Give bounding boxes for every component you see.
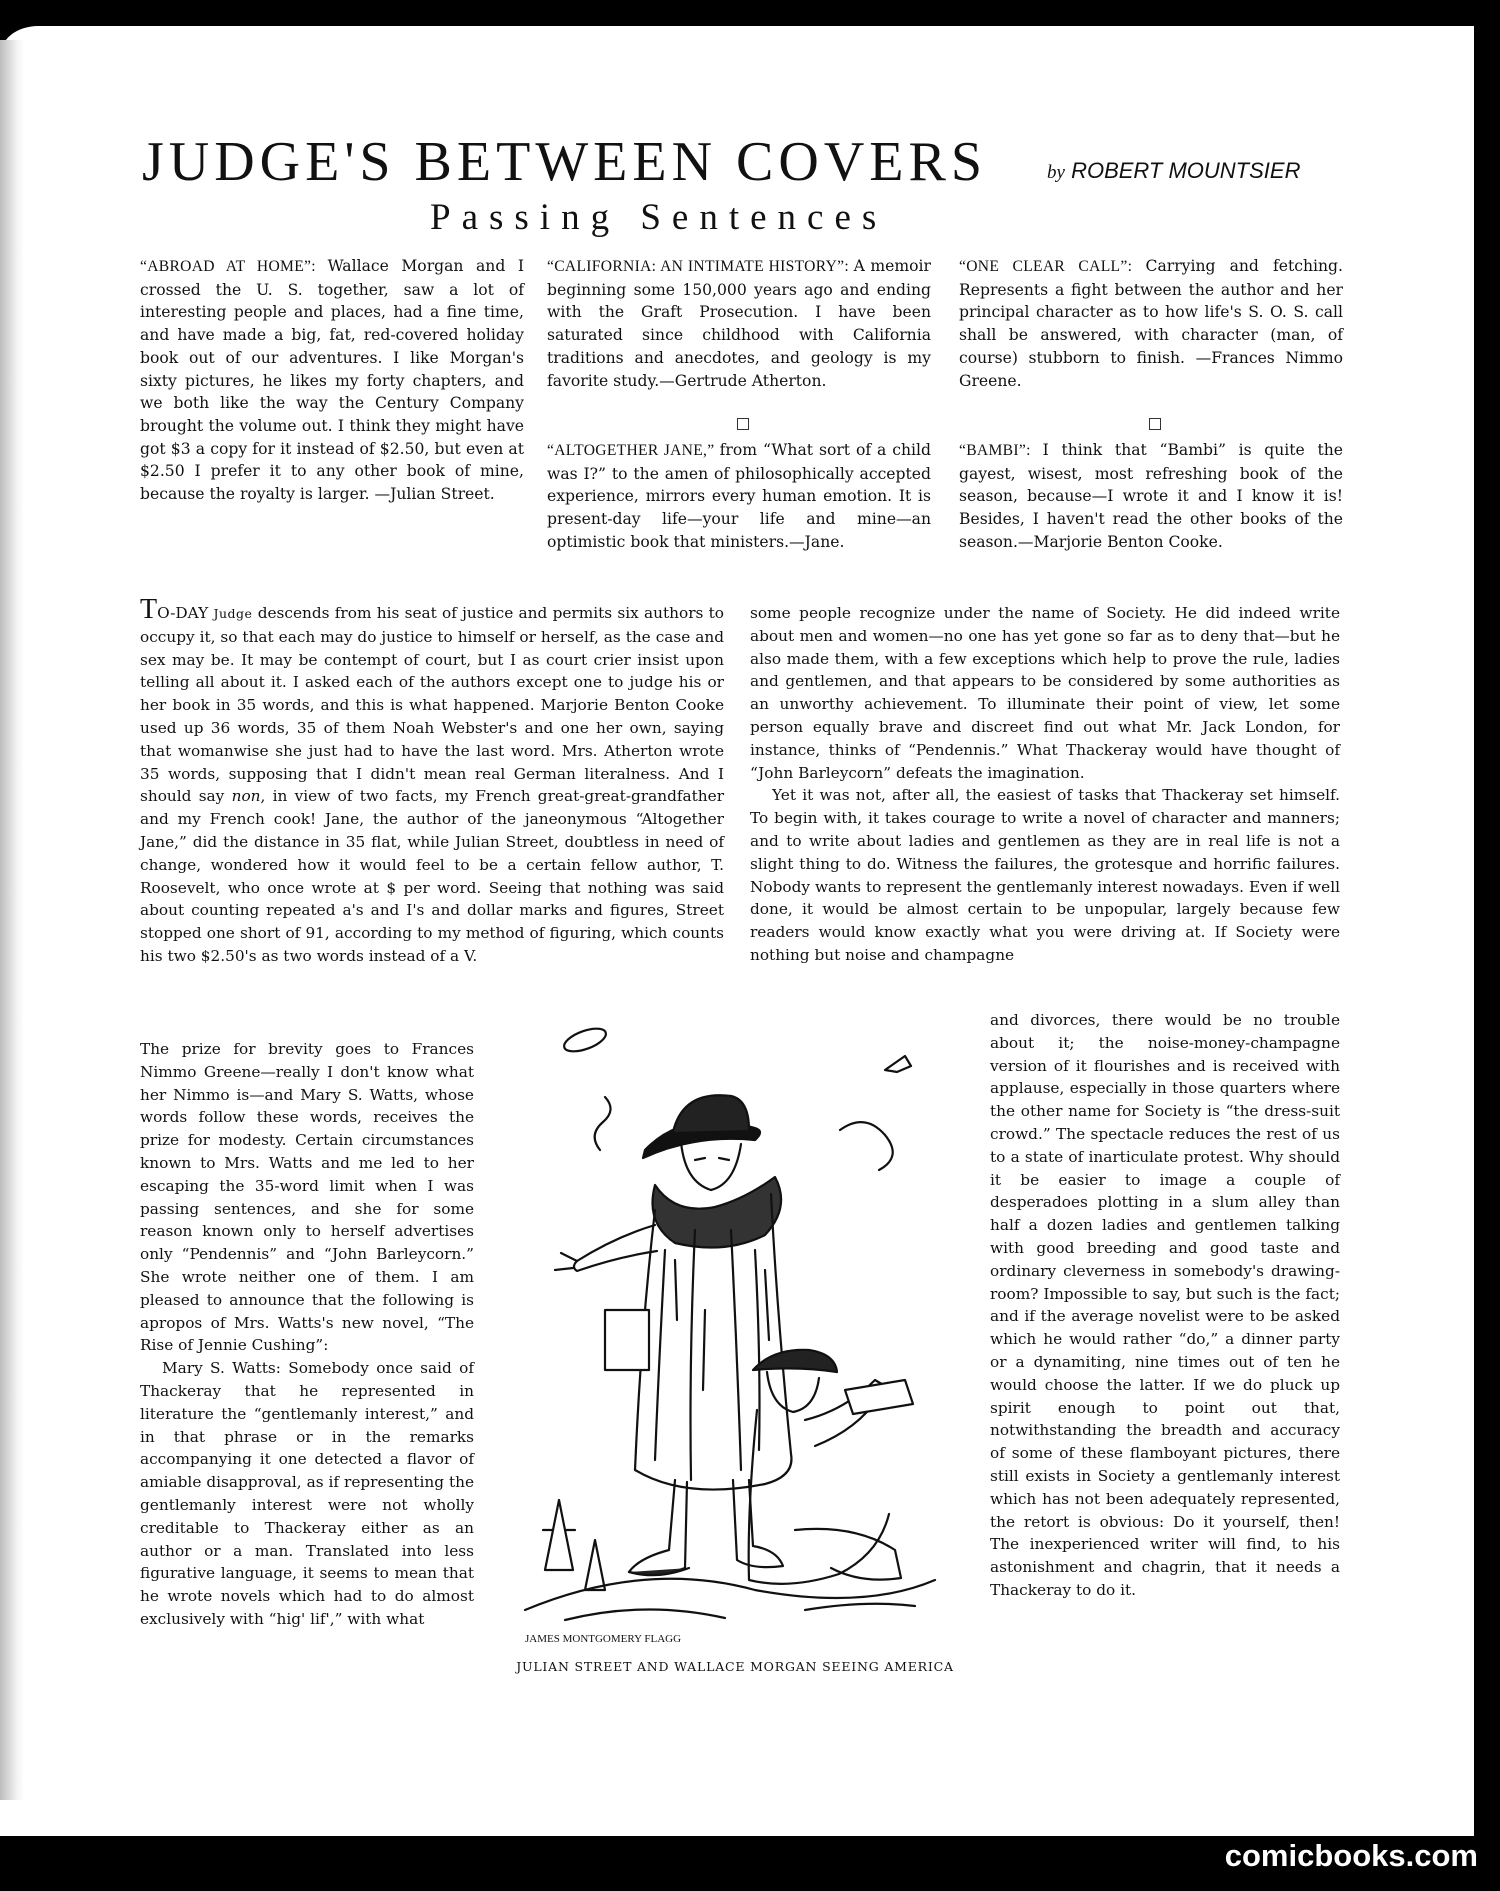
review-text: A memoir beginning some 150,000 years ago and ending with the Graft Prosecution. I have been saturated since childhood with California traditions and anecdotes, and geology is my favorite study.—Gertrude Atherton. xyxy=(547,257,931,390)
article-column-2 xyxy=(750,602,1340,967)
review-title: “ONE CLEAR CALL”: xyxy=(959,258,1146,275)
review-text: from “What sort of a child was I?” to the amen of philosophically accepted experience, mirrors every human emotion. It is present-day life—your life and mine—an optimistic book that ministers.—Jane. xyxy=(547,441,932,551)
watermark-logo: comicbooks.com xyxy=(1224,1838,1478,1873)
article-column-3 xyxy=(990,1009,1340,1602)
review-altogether-jane xyxy=(547,439,931,554)
section-separator-icon xyxy=(1149,418,1161,430)
illustration-caption: JULIAN STREET AND WALLACE MORGAN SEEING AMERICA xyxy=(516,1659,954,1674)
page-title: JUDGE'S BETWEEN COVERS xyxy=(142,131,987,193)
paragraph-watts: Mary S. Watts: Somebody once said of Thackeray that he represented in literature the “gentlemanly interest,” and in that phrase or in the remarks accompanying it one detected a flavor of amiable disapproval, as if representing the gentlemanly interest were not wholly creditable to Thackeray either as an author or a man. Translated into less figurative language, it seems to mean that he wrote novels which had to do almost exclusively with “hig' lif',” with what xyxy=(140,1359,474,1628)
byline xyxy=(1047,158,1300,184)
review-title: “ALTOGETHER JANE,” xyxy=(547,442,720,459)
paragraph-dress-suit: and divorces, there would be no trouble about it; the noise-money-champagne version of it flourishes and is received with applause, especially in those quarters where the other name for Society is “the dress-suit crowd.” The spectacle reduces the rest of us to a state of inarticulate protest. Why should it be easier to image a couple of desperadoes plotting in a slum alley than half a dozen ladies and gentlemen talking with good breeding and good taste and ordinary cleverness in somebody's drawing-room? Impossible to say, but such is the fact; and if the average novelist were to be asked which he would rather “do,” a dinner party or a dynamiting, nine times out of ten he would choose the latter. If we do pluck up spirit enough to point out that, notwithstanding the breadth and accuracy of some of these flamboyant pictures, there still exists in Society a gentlemanly interest which has not been adequately represented, the retort is obvious: Do it yourself, then! The inexperienced writer will find, to his astonishment and chagrin, that it needs a Thackeray to do it. xyxy=(990,1011,1340,1599)
page-subtitle: Passing Sentences xyxy=(430,197,888,238)
paragraph-thackeray: Yet it was not, after all, the easiest of tasks that Thackeray set himself. To begin with, it takes courage to write a novel of character and manners; and to write about ladies and gentlemen as they are in real life is not a slight thing to do. Witness the failures, the grotesque and horrific failures. Nobody wants to represent the gentlemanly interest nowadays. Even if well done, it would be almost certain to be unpopular, largely because few readers would know exactly what you were driving at. If Society were nothing but noise and champagne xyxy=(750,786,1340,964)
review-text: Carrying and fetching. Represents a fight between the author and her principal character as to how life's S. O. S. call shall be answered, with character (man, of course) stubborn to finish. —Frances Nimmo Greene. xyxy=(959,257,1343,390)
italic-word: non xyxy=(231,787,261,806)
paragraph-society: some people recognize under the name of Society. He did indeed write about men and women—no one has yet gone so far as to deny that—but he also made them, with a few exceptions which help to prove the rule, ladies and gentlemen, and that appears to be considered by some authorities as an unworthy achievement. To illuminate their point of view, let some person equally brave and discreet find out what Mr. Jack London, for instance, thinks of “Pendennis.” What Thackeray would have thought of “John Barleycorn” defeats the imagination. xyxy=(750,604,1340,782)
review-title: “ABROAD AT HOME”: xyxy=(140,258,328,275)
byline-prefix: by xyxy=(1047,162,1065,183)
review-text: I think that “Bambi” is quite the gayest, wisest, most refreshing book of the season, because—I wrote it and I know it is! Besides, I haven't read the other books of the season.—Marjorie Benton Cooke. xyxy=(959,441,1343,551)
review-abroad-at-home xyxy=(140,255,524,506)
review-california xyxy=(547,255,931,392)
drop-cap: T xyxy=(140,594,158,625)
byline-author: ROBERT MOUNTSIER xyxy=(1071,158,1301,183)
article-column-1 xyxy=(140,1038,474,1631)
paragraph-prize: The prize for brevity goes to Frances Nimmo Greene—really I don't know what her Nimmo is—and Mary S. Watts, whose words follow these words, receives the prize for modesty. Certain circumstances known to Mrs. Watts and me led to her escaping the 35-word limit when I was passing sentences, and she for some reason known only to herself advertises only “Pendennis” and “John Barleycorn.” She wrote neither one of them. I am pleased to announce that the following is apropos of Mrs. Watts's new novel, “The Rise of Jennie Cushing”: xyxy=(140,1040,474,1355)
artist-signature: JAMES MONTGOMERY FLAGG xyxy=(525,1633,682,1645)
review-title: “BAMBI”: xyxy=(959,442,1043,459)
review-bambi xyxy=(959,439,1343,554)
section-separator-icon xyxy=(737,418,749,430)
cartoon-illustration xyxy=(505,1010,955,1650)
review-text: Wallace Morgan and I crossed the U. S. together, saw a lot of interesting people and places, had a fine time, and have made a big, fat, red-covered holiday book out of our adventures. I like Morgan's sixty pictures, he likes my forty chapters, and we both like the way the Century Company brought the volume out. I think they might have got $3 a copy for it instead of $2.50, but even at $2.50 I prefer it to any other book of mine, because the royalty is larger. —Julian Street. xyxy=(140,257,524,504)
judge-smallcaps: Judge xyxy=(213,606,253,621)
review-title: “CALIFORNIA: AN INTIMATE HISTORY”: xyxy=(547,258,854,275)
article-intro-paragraph: TO-DAY Judge descends from his seat of justice and permits six authors to occupy it, so that each may do justice to himself or herself, as the case and sex may be. It may be contempt of court, but I as court crier insist upon telling all about it. I asked each of the authors except one to judge his or her book in 35 words, and this is what happened. Marjorie Benton Cooke used up 36 words, 35 of them Noah Webster's and one her own, saying that womanwise she just had to have the last word. Mrs. Atherton wrote 35 words, supposing that I didn't mean real German literalness. And I should say non, in view of two facts, my French great-great-grandfather and my French cook! Jane, the author of the janeonymous “Altogether Jane,” did the distance in 35 flat, while Julian Street, doubtless in need of change, wondered how it would feel to be a certain fellow author, T. Roosevelt, who once wrote at $ per word. Seeing that nothing was said about counting repeated a's and I's and dollar marks and figures, Street stopped one short of 91, according to my method of figuring, which counts his two $2.50's as two words instead of a V. xyxy=(140,594,725,965)
page-spine-shadow xyxy=(0,40,24,1800)
review-one-clear-call xyxy=(959,255,1343,392)
